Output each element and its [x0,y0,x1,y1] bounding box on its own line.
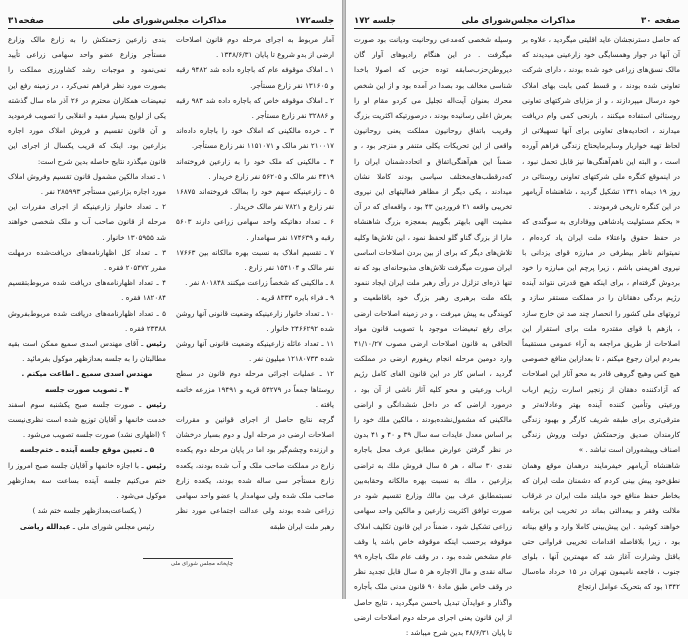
page-header [8,12,334,29]
printer-footnote: چاپخانه مجلس شورای ملی [143,558,233,567]
paragraph: وسیله شخصی که‌مدعی روحانیت ودیانت بود صورت میگرفت . در این هنگام رادیوهای آوار گان دیروطن‌حزب‌سابقه توده حزبی که اصولا باخدا شناسی مخالف بود بصدا در آمده بود و از این شخص محرك بعنوان آیت‌اله تجلیل می کردو مقام او را بعرش اعلی رسانیده بودند ، درصورتیکه اکثریت بزرگ وقریب باتفاق روحانیون مملکت یعنی روحانیون واقعی از این تحریکات یکلی متنفر و منزجر بود ، و ضمناً این هم‌آهنگی‌اتفاق و اتحاددشمنان ایران را که‌درقطب‌های‌مختلف سیاسی بودند کاملا نشان میدادند ، یکی دیگر از مظاهر فعالیتهای این نیروی تخریبی واقعه ۲۱ فروردین ۴۳ بود ، واقعه‌ای که در آن مشیت الهی بابهتر بگوییم بمعجزه بزرگ شاهنشاه مارا از بزرگ گناو گلو لحفظ نمود ، این تلاش‌ها وکلیه تلاش‌های دیگر که برای از بین بردن اصلاحات اساسی ایران صورت میگرفت تلاش‌های مذبوحانه‌ای بود که نه تنها ذره‌ای تزلزل در رأی رهبر ملت ایران ایجاد ننمود بلکه ملت برهبری رهبر بزرگ خود باقاطعیت و کوبندگی به پیش میرفت ، و در زمینه اصلاحات ارضی برای رفع تبعیضات موجود با تصویب قانون مواد الحاقی به قانون اصلاحات ارضی مصوب ۴۱/۱۰/۲۷ وارد دومین مرحله انجام ریفورم ارضی در مملکت گردید ، اساس کار در این قانون الغای کامل رژیم ارباب ورعیتی و محو کلیه آثار ناشی از آن بود ، درمورد اراضی که در داخل ششدانگی و اراضی مالکینی که مشمول‌نشده‌بودند ، مالکین ملك خود را بر اساس معدل عایدات سه سال ۳۹ و ۴۰ و ۴۱ بدون در نظر گرفتن عوارض مطابق عرف محل باجاره نقدی ۳۰ ساله ، هر ۵ سال فروش ملك به تراضی بزارعین ، ملك به نسبت بهره مالکانه وحقابه‌بین نسبتمطابق عرف بین مالك وزارع تقسیم شود در صورت توافق اکثریت زارعین و مالکین واحد سهامی زراعی تشکیل شود ، ضمناً در این قانون تکلیف املاک موقوفه برحسب اینکه موقوفه خاص باشد یا وقف عام مشخص شده بود ، در وقف عام ملک باجاره ۹۹ ساله نقدی و مال الاجاره هر ۵ سال قابل تجدید نظر در وقف خاص طبق مادهٔ ۹۰ قانون مدنی ملک بأجاره واگذار و عوایدآن تبدیل باحسن میگردید ، نتایج حاصل از این قانون یعنی اجرای مرحله دوم اصلاحات ارضی تا پایان ۴۸/۶/۳۱ بدین شرح میباشد : [354,35,512,637]
reply-line: مهندس اسدی سمیع ـ اطاعت میکنم . [21,369,153,379]
opening-paragraph: بندی زارعین زحمتکش را به زارع مالک وزارع مستأجر وزارع عضو واحد سهامی زراعی تأیید نمی‌نمود و موجبات رشد کشاورزی مملکت را بصورت مورد نظر فراهم نمی‌کرد ، در زمینه رفع این تبعیضات همکاران محترم در ۲۶ آذر ماه سال گذشته یکی از لوایح بسیار مفید و انقلابی را تصویب فرمودید و آن قانون تقسیم و فروش املاک مورد اجاره بزارعین بود. اینک که قریب یکسال از اجرای این قانون میگذرد نتایج حاصله بدین شرح است: [8,35,166,166]
page-31 [0,0,342,599]
publication-title: مذاکرات مجلس‌شورای ملی [112,16,227,26]
statistic-item: ۱۲ ـ عملیات اجرائی مرحله دوم قانون در سطح روستاها جمعاً در ۵۴۲۷۹ قریه و ۱۹۴۹۱ مزرعه خاتمه یافته . [176,369,334,409]
statistic-item: ۵ ـ زارعینیکه سهم خود را بمالک فروخته‌اند ۱۶۸۷۵ نفر زارع و ۷۸۲۱ نفر مالک خریدار . [176,187,334,212]
paragraph: که حاصل دسترنجشان عاید اقلیتی میگردید ، علاوه بر آن آنها در جوار وهمسایگی خود زارعینی میدیدند که مالک نسق‌های زراعی خود شده بودند ، دارای شرکت تعاونی شده بودند ، و قسط کمی بابت بهای املاک خود درسال میپردازند ، و از مزایای شرکتهای تعاونی روستائی استفاده میکنند ، بارنحی کمی وام دریافت میدارند ، اتحادیه‌های تعاونی برای آنها تسهیلاتی از لحاظ تهیه خواربار وسایرمایحتاج زندگی فراهم آورده است ، و البته این ناهم‌آهنگی‌ها نیز قابل تحمل نبود ، در اینموقع کنگره ملی شرکتهای تعاونی روستائی در روز ۱۹ دیماه ۱۳۴۱ تشکیل گردید ، شاهنشاه آریامهر در این کنگره تاریخی فرمودند . [522,35,680,212]
column-right [176,32,334,591]
speaker-label: رئیس [146,339,166,349]
president-remark: رئیس ـ صورت جلسه صبح یکشنبه سوم اسفند خدمت خانمها و آقایان توزیع شده است نظری‌نیست ؟ (اظهاری نشد) صورت جلسه تصویب می‌شود . [8,399,166,440]
statistic-item: ۲ ـ املاک موقوفه خاص که باجاره داده شد ۹۸۴ رقبه و ۳۲۸۸۶ نفر زارع مستأجر . [176,95,334,121]
publication-title: مذاکرات مجلس‌شورای ملی [461,16,576,26]
section-heading: ۴ ـ تصویب صورت جلسه [44,384,130,394]
session-number: جلسه۱۷۲ [295,16,334,26]
signature: رئیس مجلس شورای ملی ـ عبدالله ریاضی [19,521,155,531]
statistic-item: ۱ ـ تعداد مالکین مشمول قانون تقسیم وفروش املاک مورد اجاره بزارعین مستأجر ۲۸۵۹۹۳ نفر . [8,171,166,197]
royal-quote: « بحکم مسئولیت پادشاهی ووفاداری به سوگندی که در حفظ حقوق واعتلاء ملت ایران یاد کرده‌ام ، نمیتوانم ناظر بیطرفی در مبارزه قوای یزدانی با نیروی اهریمنی باشم ، زیرا پرچم این مبارزه را خود بردوش گرفته‌ام ، برای اینکه هیچ قدرتی نتواند آینده رژیم بردگی دهقانان را در مملکت مستقر سازد و ثروتهای ملی کشور را انحصار چند صد تن خارج سازد ، بازهم با قوای مقتدره ملت برای استقرار این اصلاحات از طریق مراجعه به آراء عمومی مستقیماً بمردم ایران رجوع میکنم ، تا بعدازاین منافع خصوصی هیچ کس وهیچ گروهی قادر به محو آثار این اصلاحات که آزادکننده دهقان از زنجیر اسارت رژیم ارباب ورعیتی وتأمین کننده آینده بهتر وعادلانه‌تر و مترقی‌تری برای طبقه شریف کارگر و بهبود زندگی کارمندان صدیق وزحمتکش دولت وروش زندگی اصناف وپیشه‌وران است نباشد . » [522,217,680,455]
president-remark: رئیس ـ آقای مهندس اسدی سمیع ممکن است بقیه مطالبتان را به جلسه بعدازظهر موکول بفرمائید . [8,339,166,364]
paragraph: شاهنشاه آریامهر خیفرمایند درهمان موقع وهمان نطق‌خود پیش بینی کردم که دشمنان ملت ایران که بخاطر حفظ منافع خود مایلند ملت ایران در غرقاب ملالت وفقر و بیعدالتی بماند در تخریب این برنامه خواهند کوشید . این پیش‌بینی کاملا وارد و واقع بینانه بود ، زیرا بلافاصله اقدامات تخریبی فراوانی حتی باقتل وشرارت آغاز شد که مهمترین آنها ، بلوای جنوب ، فاجعه نامیمون تهران در ۱۵ خرداد ماه‌سال ۱۳۴۲ بود که بتحریک عوامل ارتجاع [522,460,681,592]
statistic-item: ۳ ـ خرده مالکینی که املاک خود را باجاره داده‌اند ۲۱۰۰۱۷ نفر مالک و ۱۱۵۱۰۷۱ نفر زارع مستأجر. [176,126,334,151]
page-columns [354,32,681,637]
statistic-item: ۱ ـ املاک موقوفه عام که باجاره داده شد ۹۴۸۲ رقبه و ۱۳۱۶۰۵ نفر زارع مستأجر. [176,65,334,90]
statistic-item: ۱۱ ـ تعداد عائله زارعینیکه وضعیت قانونی آنها روشن شده ۱۲۱۸۰۷۳۳ میلیون نفر . [176,339,334,364]
column-left [8,32,166,591]
signatory-name: عبدالله ریاضی [19,521,71,531]
statistic-item: ۶ ـ تعداد دهاتیکه واحد سهامی زراعی دارند ۵۶۰۳ رقبه و ۱۷۴۶۳۹ نفر سهامدار . [176,217,334,242]
statistic-item: ۹ ـ فراء بایره ۸۳۳۳ قریه . [256,293,334,303]
adjournment-note: ( یکساعت‌بعدازظهر جلسه ختم شد ) [32,506,142,516]
closing-paragraph: گرچه نتایج حاصل از اجرای قوانین و مقررات اصلاحات ارضی در مرحله اول و دوم بسیار درخشان و ارزنده وچشم‌گیر بود اما در پایان مرحله دوم یکعده زارع در مملکت صاحب ملک و آب شده بودند، یکعده زارع مستأجر سی ساله شده بودند، یکعده زارع صاحب ملک شده ولی سهامدار یا عضو واحد سهامی زراعی شده بودند ولی عدالت اجتماعی مورد نظر رهبر ملت ایران طبقه [176,415,334,531]
page-header [354,12,680,29]
page-30 [346,0,688,637]
statistics-intro: آمار مربوط به اجرای مرحله دوم قانون اصلاحات ارضی از بدو شروع تا پایان ۱۳۴۸/۶/۳۱ . [176,35,334,60]
statistic-item: ۴ ـ مالکینی که ملک خود را به زارعین فروخته‌اند ۳۴۱۹ نفر مالک و ۵۶۲۰۵ نفر زارع خریدار . [176,156,334,181]
statistic-item: ۱۰ ـ تعداد خانوار زارعینیکه وضعیت قانونی آنها روشن شده ۲۴۶۶۲۹۲ خانوار . [176,308,334,333]
statistic-item: ۴ ـ تعداد اظهارنامه‌های دریافت شده مربوط‌بتقسیم ۱۸۲۰۸۴ فقره . [8,278,166,303]
statistic-item: ۲ ـ تعداد خانوار زارعینیکه از اجرای مقررات این مرحله از قانون صاحب آب و ملک شخصی خواهند شد ۱۳۰۵۹۵۵ خانوار . [8,202,166,242]
statistic-item: ۳ ـ تعداد کل اظهارنامه‌های دریافت‌شده درمهلت مقرر ۲۰۵۴۷۲ فقره . [8,247,166,273]
column-left [354,32,512,637]
statistic-item: ۷ ـ تقسیم املاک به نسبت بهره مالکانه بین ۱۷۶۶۳ نفر مالک و ۱۵۴۱۰۴ نفر زارع . [176,247,334,273]
speaker-label: رئیس [146,460,166,470]
president-remark: رئیس ـ با اجازه خانمها و آقایان جلسه صبح امروز را ختم می‌کنیم جلسه آینده بساعت سه بعدازظهر موکول می‌شود . [8,460,166,501]
statistic-item: ۸ ـ مالکینی که شخصاً زراعت میکنند ۸۰۱۸۴۸ نفر . [185,278,334,288]
page-columns [8,32,334,591]
page-number: صفحه ۳۰ [641,16,680,26]
session-number: جلسه ۱۷۲ [354,16,396,26]
statistic-item: ۵ ـ تعداد اظهارنامه‌های دریافت شده مربوط‌بفروش ۲۳۳۸۸ فقره . [8,308,166,333]
page-number: صفحه۳۱ [8,16,45,26]
column-right [522,32,680,591]
speaker-label: رئیس [146,399,166,409]
section-heading: ۵ ـ تعیین موقع جلسه آینده ـ ختم‌جلسه [19,445,155,455]
